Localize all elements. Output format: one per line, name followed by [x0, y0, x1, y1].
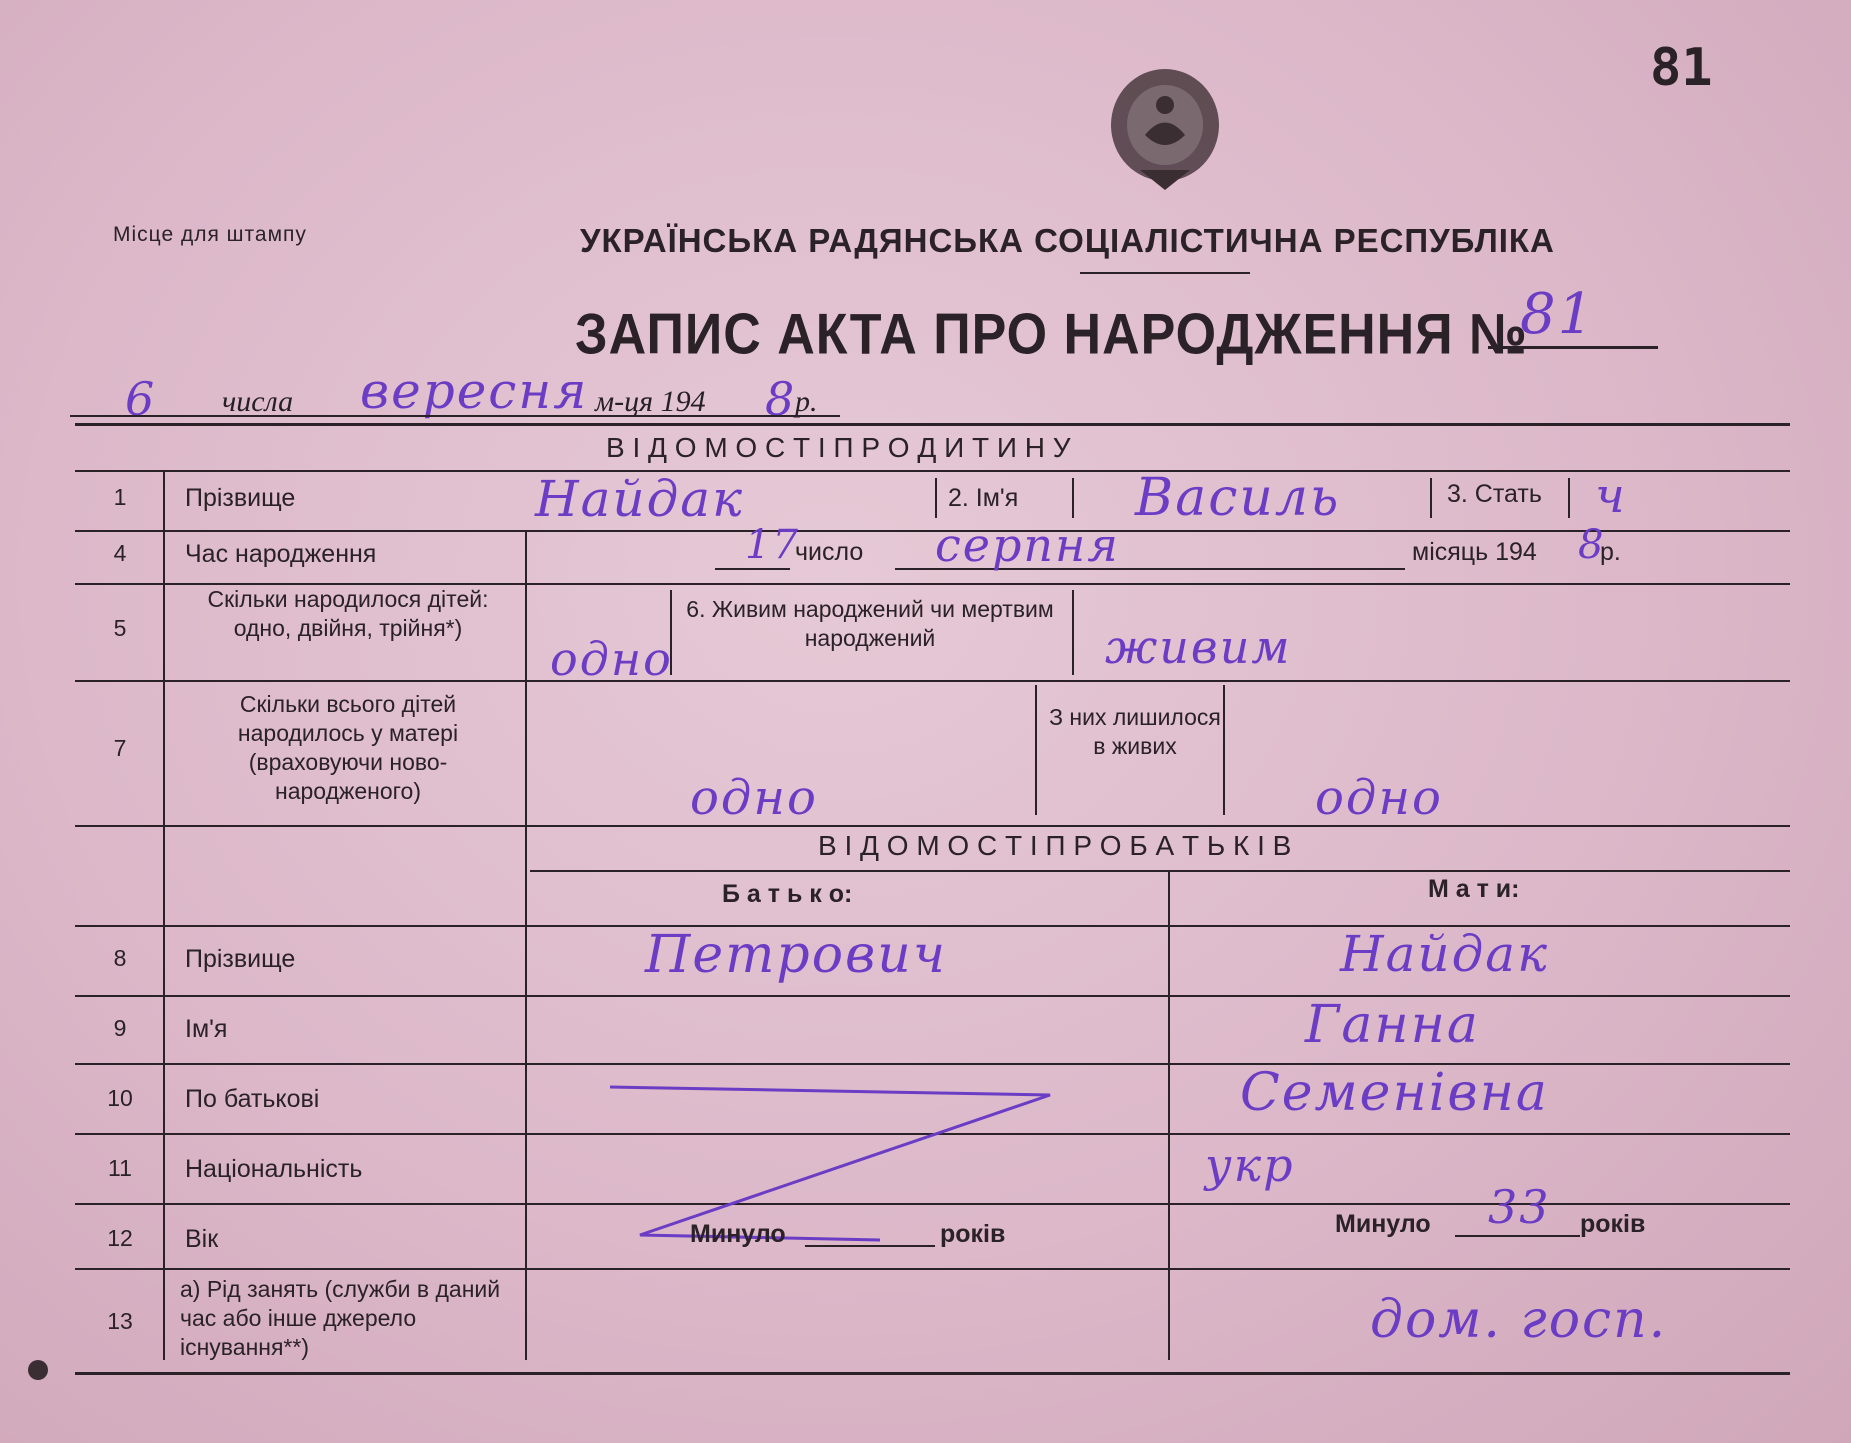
row-label-parent-surname: Прізвище — [185, 945, 296, 973]
row-num-9: 9 — [113, 1015, 127, 1041]
birth-year-digit: 8 — [1578, 522, 1606, 568]
row-label-occupation: а) Рід занять (служби в даний час або інше джерело існування**) — [180, 1276, 501, 1360]
mother-occupation: дом. госп. — [1370, 1290, 1668, 1350]
row-label-first-name: Ім'я — [185, 1015, 228, 1043]
child-name: Василь — [1135, 468, 1341, 528]
father-header: Б а т ь к о: — [722, 880, 853, 908]
r1-div-a — [935, 478, 937, 518]
republic-underline — [1080, 272, 1250, 274]
child-sex: ч — [1595, 468, 1627, 524]
page-title: ЗАПИС АКТА ПРО НАРОДЖЕННЯ № — [575, 303, 1529, 367]
r1-div-b — [1072, 478, 1074, 518]
parents-section-line — [530, 870, 1790, 872]
row-label-patronymic: По батькові — [185, 1085, 320, 1113]
row-num-1: 1 — [113, 484, 127, 510]
date-underline — [70, 415, 840, 417]
stamp-place-label: Місце для штампу — [113, 223, 307, 246]
r1-div-c — [1430, 478, 1432, 518]
row-line-8 — [75, 995, 1790, 997]
r5-div-b — [1072, 590, 1074, 675]
birth-day-line — [715, 568, 790, 570]
row-label-birth-time: Час народження — [185, 540, 377, 568]
father-age-suffix: років — [940, 1220, 1006, 1248]
child-section-heading: В І Д О М О С Т І П Р О Д И Т И Н У — [606, 432, 1071, 463]
birth-year-suffix: р. — [1600, 538, 1621, 566]
row-num-5: 5 — [113, 615, 127, 641]
punch-hole — [28, 1360, 48, 1380]
record-year-digit: 8 — [765, 372, 797, 426]
row-label-surname: Прізвище — [185, 484, 296, 512]
record-number: 81 — [1520, 282, 1596, 347]
mother-age: 33 — [1488, 1180, 1551, 1234]
name-label: 2. Ім'я — [948, 484, 1019, 512]
parents-section-heading: В І Д О М О С Т І П Р О Б А Т Ь К І В — [818, 830, 1292, 861]
num-col-divider — [163, 470, 165, 1360]
row-num-7: 7 — [113, 735, 127, 761]
birth-month: серпня — [935, 518, 1120, 572]
row-label-nationality: Національність — [185, 1155, 363, 1183]
row-num-4: 4 — [113, 540, 127, 566]
row-label-age: Вік — [185, 1225, 219, 1253]
record-month: вересня — [360, 362, 589, 420]
mother-patronymic: Семенівна — [1240, 1063, 1549, 1123]
birth-day: 17 — [745, 522, 800, 568]
mother-first-name: Ганна — [1305, 995, 1480, 1055]
total-children-value: одно — [690, 770, 818, 826]
r7-div-b — [1223, 685, 1225, 815]
row-label-children-born: Скільки народилося дітей: одно, двійня, трійня*) — [207, 586, 489, 641]
alive-or-dead-value: живим — [1105, 620, 1292, 674]
alive-children-label: З них лишилося в живих — [1049, 704, 1221, 759]
mother-age-prefix: Минуло — [1335, 1210, 1431, 1238]
state-emblem-icon — [1105, 65, 1225, 195]
mother-header: М а т и: — [1428, 875, 1520, 903]
mother-surname: Найдак — [1340, 925, 1549, 983]
alive-or-dead-label: 6. Живим народжений чи мертвим народжений — [686, 596, 1054, 651]
row-label-total-children: Скільки всього дітей народилось у матері (враховуючи ново-народженого) — [237, 691, 459, 804]
republic-heading: УКРАЇНСЬКА РАДЯНСЬКА СОЦІАЛІСТИЧНА РЕСПУБЛІКА — [580, 222, 1555, 259]
row-num-10: 10 — [107, 1085, 133, 1111]
birth-day-word: число — [795, 538, 864, 566]
row-num-13: 13 — [107, 1308, 133, 1334]
record-day: 6 — [125, 372, 157, 426]
row-num-8: 8 — [113, 945, 127, 971]
r7-div-a — [1035, 685, 1037, 815]
alive-children-value: одно — [1315, 770, 1443, 826]
mother-nationality: укр — [1205, 1138, 1295, 1192]
row-line-12 — [75, 1268, 1790, 1270]
father-age-prefix: Минуло — [690, 1220, 786, 1248]
row-line-13 — [75, 1372, 1790, 1375]
section-line-top — [75, 423, 1790, 426]
record-number-line — [1488, 346, 1658, 349]
mother-age-suffix: років — [1580, 1210, 1646, 1238]
record-year-suffix: р. — [795, 385, 818, 418]
father-age-line — [805, 1245, 935, 1247]
record-day-word: числа — [222, 385, 294, 418]
row-line-7 — [75, 825, 1790, 827]
sex-label: 3. Стать — [1447, 480, 1542, 508]
child-surname: Найдак — [535, 470, 744, 528]
mother-age-line — [1455, 1235, 1580, 1237]
children-born-value: одно — [550, 632, 673, 686]
r1-div-d — [1568, 478, 1570, 518]
child-section-line — [75, 470, 1790, 472]
row-num-12: 12 — [107, 1225, 133, 1251]
label-col-divider — [525, 530, 527, 1360]
r5-div-a — [670, 590, 672, 675]
parents-col-divider — [1168, 870, 1170, 1360]
page-number: 81 — [1650, 38, 1713, 98]
birth-month-word: місяць 194 — [1412, 538, 1537, 566]
record-month-word: м-ця 194 — [595, 385, 706, 418]
row-num-11: 11 — [108, 1155, 132, 1181]
row-line-1 — [75, 530, 1790, 532]
row-line-5 — [75, 680, 1790, 682]
father-surname: Петрович — [645, 925, 948, 985]
